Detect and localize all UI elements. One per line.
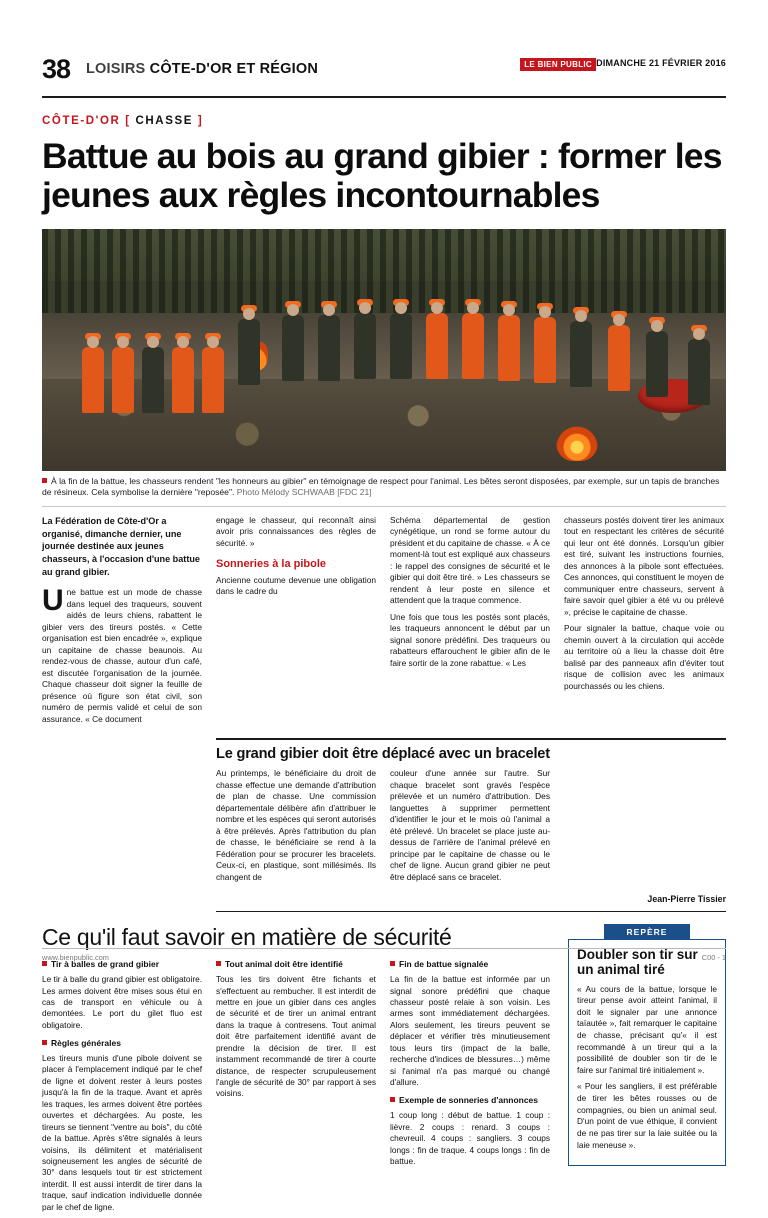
body-paragraph: couleur d'une année sur l'autre. Sur chaque bracelet sont gravés l'espèce prélevée et un numéro d'attribution. Des languettes à supprimer permettent d'identifier le jour et le mois où l'animal a été prélevé. Un bracelet se place juste au-dessus de l'arrière de l'animal prélevé en principe par le capitaine de chasse ou le chef de ligne. Aucun grand gibier ne peut être déplacé sans ce bracelet. xyxy=(390,768,550,882)
article-signature: Jean-Pierre Tissier xyxy=(647,894,726,905)
body-column-2 xyxy=(216,515,376,731)
security-text: Les tireurs munis d'une pibole doivent se placer à l'emplacement indiqué par le chef de ligne et doivent rester à leurs postes jusqu'à la fin de la traque. Avant et après les traques, les armes doivent être portées ouvertes et déchargées. Au poste, les tireurs se tiennent "ventre au bois", du côté de la battue. Après s'être signalés à leurs voisins, ils délimitent et matérialisent soigneusement les angles de sécurité de 30° dans lesquels tout tir est strictement interdit. Il est aussi interdit de tirer dans la traque, sauf indication individuelle donnée par le chef de ligne. xyxy=(42,1053,202,1212)
photo-hunter xyxy=(172,347,194,413)
dateline: DIMANCHE 21 FÉVRIER 2016 xyxy=(596,58,726,68)
security-text: Tous les tirs doivent être fichants et s'effectuent au rembucher. Il est interdit de mettre en joue un gibier dans ces angles de sécurité et de tirer un animal entrant dans la traque à contresens. Tout animal doit être parfaitement identifié avant de prendre la décision de tirer. Il est instamment recommandé de tirer à courte distance, de respecter scrupuleusement l'angle de sécurité de 30° par rapport à ses voisins. xyxy=(216,974,376,1099)
security-heading-text: Tir à balles de grand gibier xyxy=(51,959,160,970)
boxed-article-columns xyxy=(216,768,726,888)
photo-hunter xyxy=(498,315,520,381)
caption-text: À la fin de la battue, les chasseurs rendent "les honneurs au gibier" en témoignage de respect pour l'animal. Les bêtes seront disposées, par exemple, sur un tapis de branches de résineux. Cela symbolise la dernière "reposée". xyxy=(42,476,720,498)
security-columns xyxy=(42,959,552,1218)
security-heading xyxy=(390,1095,550,1107)
security-column-3 xyxy=(390,959,550,1218)
article-body xyxy=(42,515,726,731)
body-paragraph: chasseurs postés doivent tirer les animaux tout en respectant les critères de sécurité qui leur ont été donnés. Lorsqu'un gibier est tiré, suivant les instructions fournies, des annonces à la pibole sont effectuées. Ces annonces, qui constituent le moyen de communiquer entre chasseurs, servent à faire savoir quel gibier a été vu ou prélevé », précise le capitaine de chasse. xyxy=(564,514,724,617)
repere-title: Doubler son tir sur un animal tiré xyxy=(577,947,698,978)
divider xyxy=(42,506,726,507)
body-paragraph: Pour signaler la battue, chaque voie ou chemin ouvert à la circulation qui accède au territoire où a lieu la chasse doit être balisé par des panneaux afin d'éviter tout risque de collision avec les animaux pourchassés ou les chiens. xyxy=(564,623,724,691)
body-paragraph: Au printemps, le bénéficiaire du droit de chasse effectue une demande d'attribution de plan de chasse. Une commission départementale délibère afin d'attribuer le nombre et les espèces qui seront autorisés à être prélevés. Après l'attribution du plan de chasse, le bénéficiaire se rend à la Fédération pour se procurer les bracelets. Ceux-ci, en plastique, sont millésimés. Ils changent de xyxy=(216,768,376,882)
boxed-column-3 xyxy=(564,768,724,888)
footer-code: C00 - 1 xyxy=(701,953,726,962)
photo-hunter xyxy=(688,339,710,405)
headline: Battue au bois au grand gibier : former les jeunes aux règles incontournables xyxy=(42,136,722,216)
photo-hunter xyxy=(646,331,668,397)
body-paragraph: engage le chasseur, qui reconnaît ainsi avoir pris connaissances des règles de sécurité. » xyxy=(216,514,376,548)
body-column-4 xyxy=(564,515,724,731)
photo-hunter xyxy=(238,319,260,385)
body-column-1 xyxy=(42,515,202,731)
publication-badge: LE BIEN PUBLIC xyxy=(520,58,596,71)
lede-paragraph: La Fédération de Côte-d'Or a organisé, dimanche dernier, une journée destinée aux jeunes chasseurs, à l'occasion d'une battue au grand gibier. xyxy=(42,515,200,577)
security-heading xyxy=(42,1038,202,1050)
boxed-article xyxy=(216,738,726,912)
lower-section xyxy=(42,924,726,1218)
bullet-square-icon xyxy=(42,1040,47,1045)
photo-credit: Photo Mélody SCHWAAB [FDC 21] xyxy=(236,487,372,498)
photo-hunter xyxy=(202,347,224,413)
photo-hunter xyxy=(82,347,104,413)
boxed-column-1 xyxy=(216,768,376,888)
kicker-locality: CÔTE-D'OR xyxy=(42,115,121,127)
kicker xyxy=(42,115,726,127)
repere-box xyxy=(568,924,726,1218)
security-text: Le tir à balle du grand gibier est obligatoire. Les armes doivent être mises sous étui en cas de transport en véhicule ou à demontées. Le port du gilet fluo est obligatoire. xyxy=(42,974,202,1030)
photo-hunter xyxy=(318,315,340,381)
security-article xyxy=(42,924,552,1218)
page-footer xyxy=(42,948,726,962)
photo-hunter xyxy=(570,321,592,387)
body-paragraph: Schéma départemental de gestion cynégétique, un rond se forme autour du président et du capitaine de chasse. « À ce moment-là tout est expliqué aux chasseurs : le rappel des consignes de sécurité et le gibier qui doit être tiré. » Les chasseurs se rendent à leur poste en silence et attendent que la traque commence. xyxy=(390,514,550,606)
photo-hunter xyxy=(608,325,630,391)
photo-hunter xyxy=(426,313,448,379)
security-column-2 xyxy=(216,959,376,1218)
page-inner xyxy=(42,0,726,1218)
bullet-square-icon xyxy=(390,961,395,966)
repere-paragraph: « Au cours de la battue, lorsque le tireur pense avoir atteint l'animal, il doit le signaler par une annonce taïautée », fait remarquer le capitaine de chasse, précisant qu'« il est recommandé à un tireur qui a la possibilité de doubler son tir de le faire sur l'animal tiré initialement ». xyxy=(577,983,717,1075)
boxed-column-2 xyxy=(390,768,550,888)
body-paragraph: Ancienne coutume devenue une obligation dans le cadre du xyxy=(216,574,376,597)
photo-hunter xyxy=(282,315,304,381)
section-main: CÔTE-D'OR ET RÉGION xyxy=(149,61,319,77)
photo-hunter xyxy=(462,313,484,379)
kicker-bracket-close: ] xyxy=(197,115,204,127)
bullet-square-icon xyxy=(42,961,47,966)
bullet-square-icon xyxy=(42,478,47,483)
security-column-1 xyxy=(42,959,202,1218)
security-text: 1 coup long : début de battue. 1 coup : lièvre. 2 coups : renard. 3 coups : chevreuil. 4 coups : sangliers. 3 coups longs : fin de traque. 4 coups longs : fin de battue. xyxy=(390,1110,550,1166)
boxed-article-title: Le grand gibier doit être déplacé avec un bracelet xyxy=(216,746,550,763)
section-prefix: LOISIRS xyxy=(86,61,146,77)
bullet-square-icon xyxy=(390,1097,395,1102)
subhead: Sonneries à la pibole xyxy=(216,558,327,571)
photo-hunter xyxy=(112,347,134,413)
article-photo xyxy=(42,229,726,471)
repere-paragraph: « Pour les sangliers, il est préférable de tirer les bêtes rousses ou de compagnies, ou bien un animal seul. D'un point de vue éthique, il convient de ne pas tirer sur la laie suitée ou la laie meneuse ». xyxy=(577,1081,717,1150)
photo-fire-icon xyxy=(556,415,598,461)
photo-caption xyxy=(42,476,726,499)
masthead xyxy=(42,52,726,98)
security-title: Ce qu'il faut savoir en matière de sécurité xyxy=(42,924,452,951)
page-number: 38 xyxy=(42,54,71,84)
photo-hunter xyxy=(534,317,556,383)
kicker-topic: CHASSE xyxy=(135,115,194,127)
security-heading-text: Fin de battue signalée xyxy=(399,959,489,970)
bullet-square-icon xyxy=(216,961,221,966)
photo-treeline xyxy=(42,229,726,321)
security-heading-text: Exemple de sonneries d'annonces xyxy=(399,1095,539,1106)
section-header xyxy=(86,61,318,77)
security-heading-text: Tout animal doit être identifié xyxy=(225,959,343,970)
repere-content xyxy=(568,939,726,1166)
body-paragraph: Une fois que tous les postés sont placés, les traqueurs annoncent le début par un signal sonore prédéfini. Des traqueurs ou rabatteurs effarouchent le gibier afin de le faire sortir de la zone rabattue. « Les xyxy=(390,611,550,668)
kicker-bracket-open: [ xyxy=(125,115,131,127)
footer-website[interactable]: www.bienpublic.com xyxy=(42,953,109,962)
security-text: La fin de la battue est informée par un signal sonore prédéfini que chaque chasseur posté relaie à son voisin. Les armes sont immédiatement déchargées. Alors seulement, les tireurs peuvent se déplacer et vérifier très minutieusement tous leurs tirs (impact de la balle, recherche d'indices de blessures…) même si l'animal n'a pas marqué ou changé d'allure. xyxy=(390,974,550,1088)
photo-hunter xyxy=(142,347,164,413)
security-heading-text: Règles générales xyxy=(51,1038,121,1049)
repere-tab-label: REPÈRE xyxy=(604,924,690,940)
photo-hunter xyxy=(390,313,412,379)
photo-hunter xyxy=(354,313,376,379)
body-paragraph: Une battue est un mode de chasse dans lequel des traqueurs, souvent aidés de leurs chiens, rabattent le gibier vers des tireurs postés. « Cette organisation est bien encadrée », explique un capitaine de chasse beaunois. Au rendez-vous de chasse, autour d'un café, est discutée l'organisation de la journée. Chaque chasseur doit signer la feuille de présence où figure son état civil, son numéro de permis validé et celui de son assurance. « Ce document xyxy=(42,584,202,724)
body-column-3 xyxy=(390,515,550,731)
